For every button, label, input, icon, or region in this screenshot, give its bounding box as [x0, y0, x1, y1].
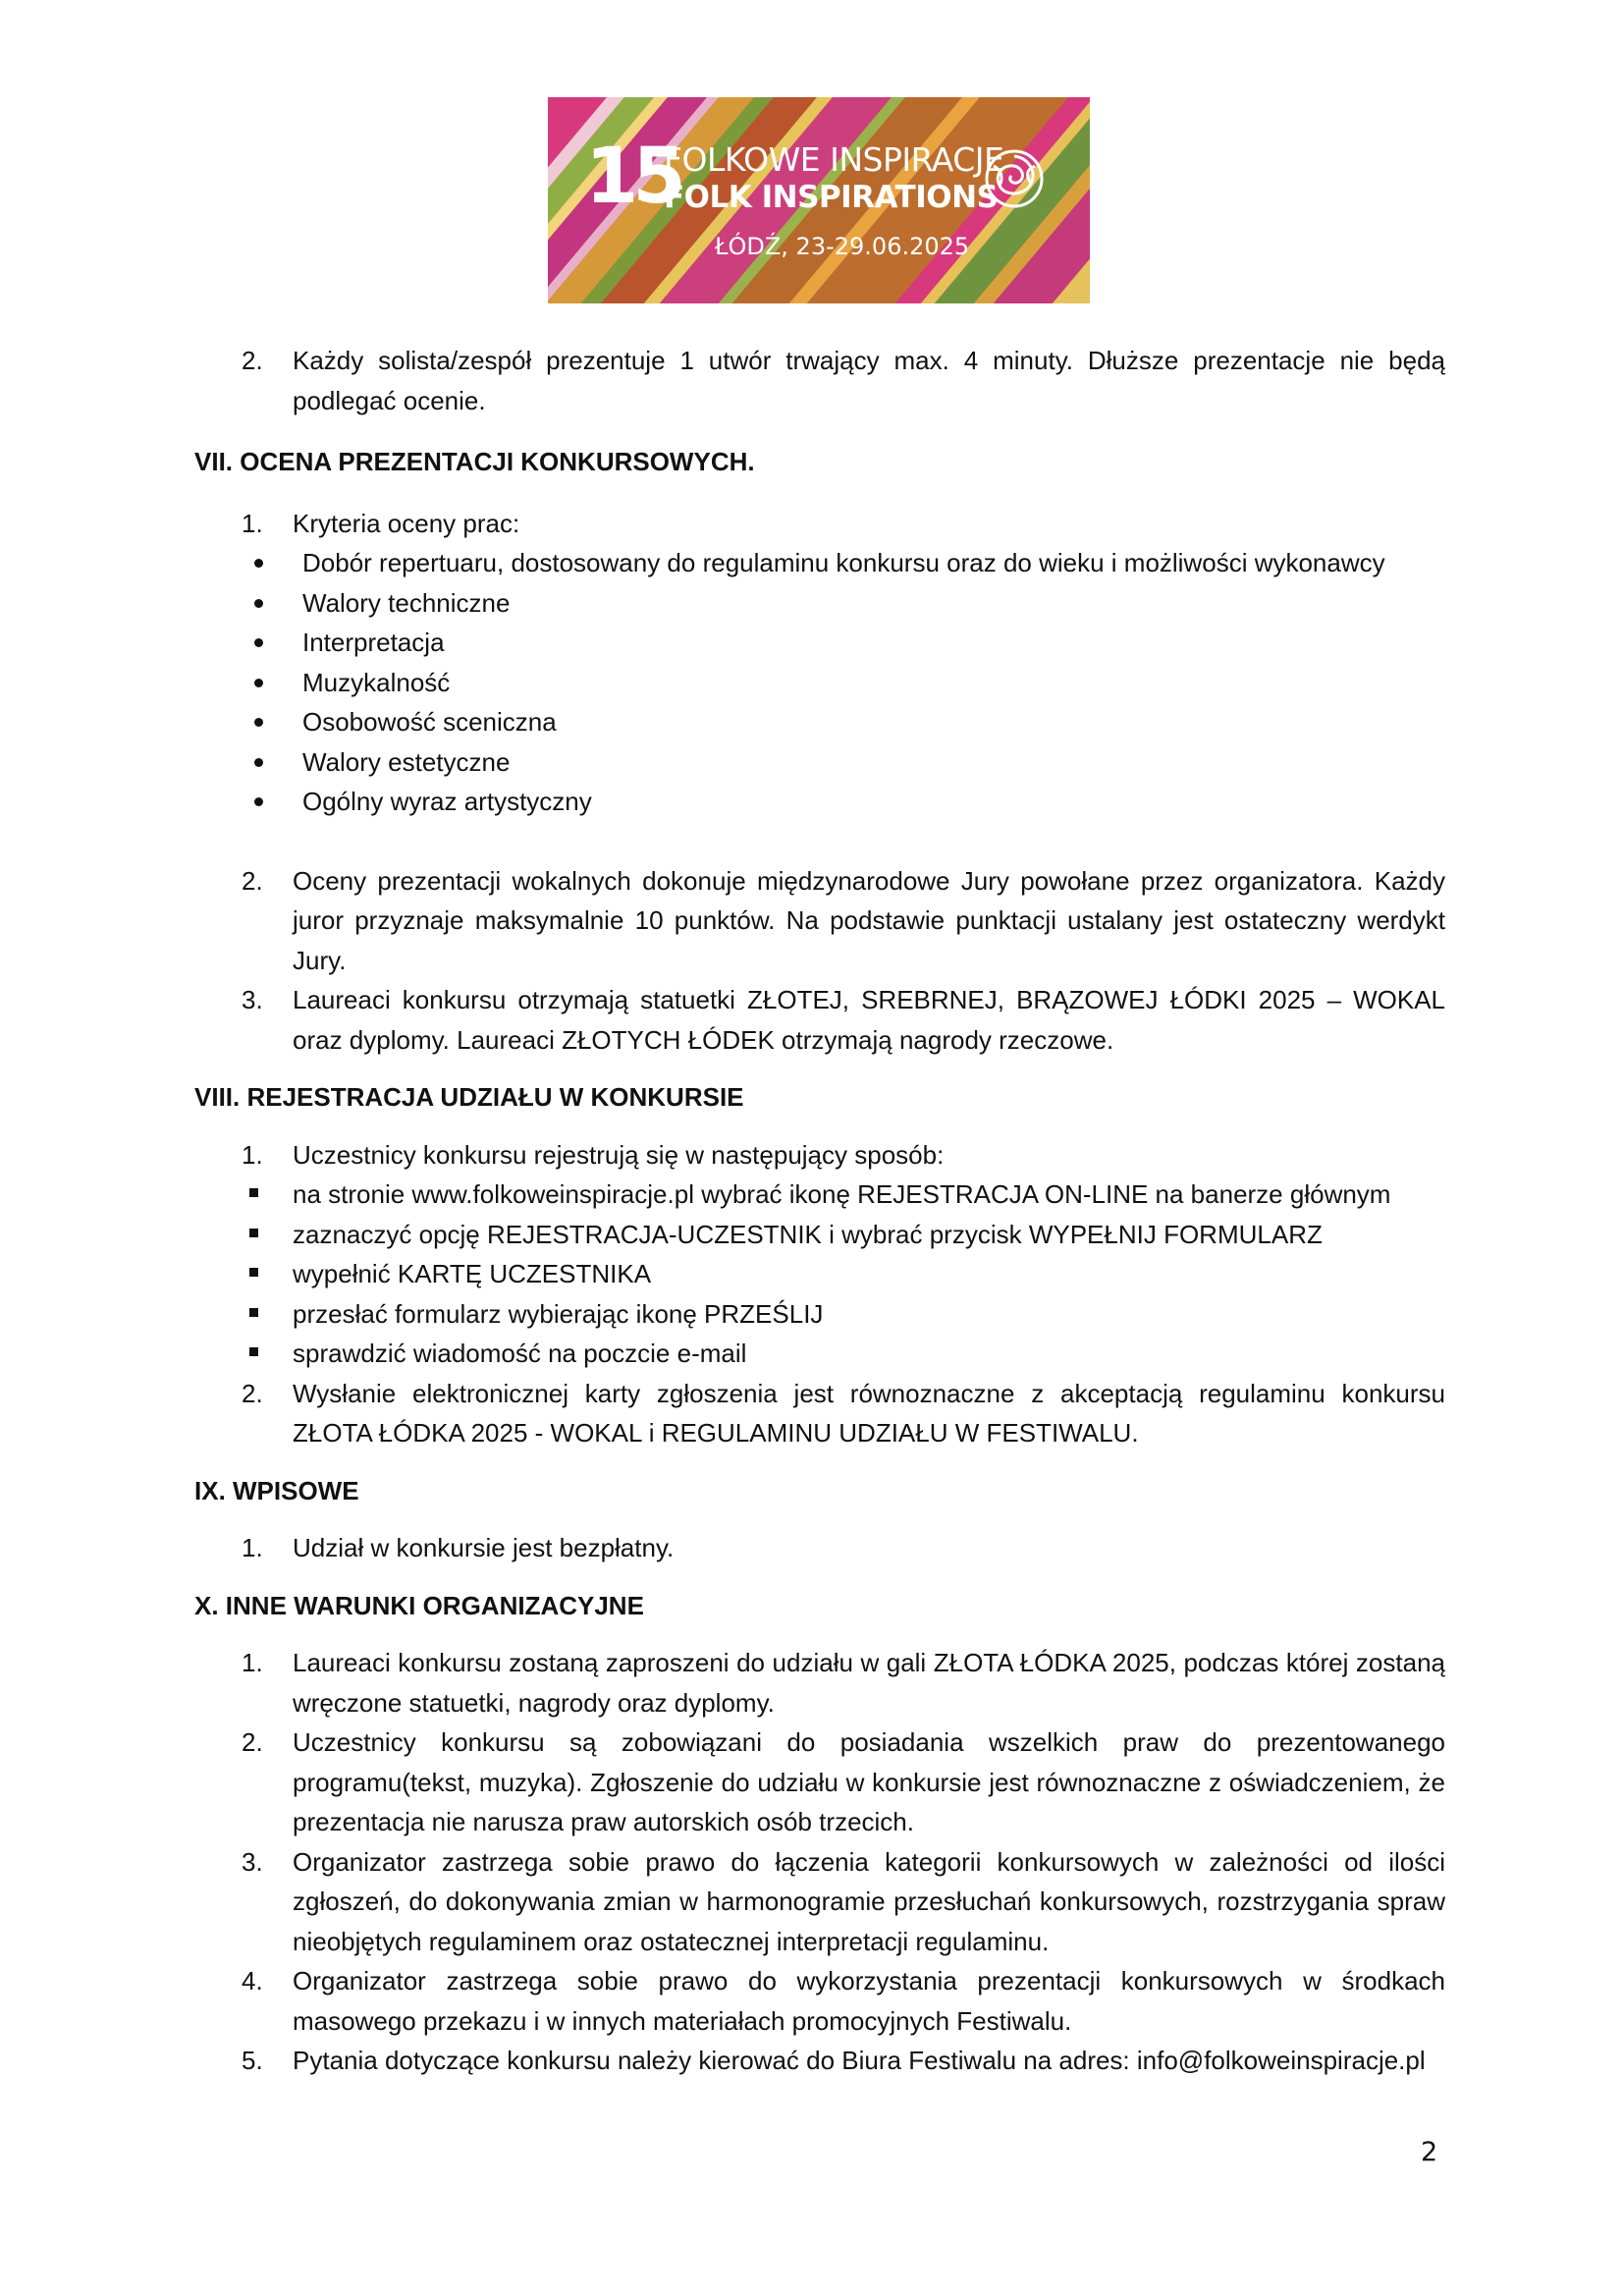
bullet-text: Walory estetyczne [302, 746, 511, 777]
square-bullet-icon [249, 1308, 258, 1317]
item-number: 5. [242, 2046, 263, 2075]
item-text: Laureaci konkursu zostaną zaproszeni do udziału w gali ZŁOTA ŁÓDKA 2025, podczas której zostaną wręczone statuetki, nagrody oraz dyplomy. [293, 1648, 1445, 1718]
list-item [194, 1722, 1445, 1842]
item-text: Pytania dotyczące konkursu należy kierować do Biura Festiwalu na adres: info@folkoweinspiracje.pl [293, 2046, 1426, 2075]
list-item [194, 861, 1445, 981]
criteria-bullet [194, 742, 1445, 783]
registration-step [194, 1215, 1445, 1255]
bullet-text: Interpretacja [302, 628, 445, 657]
banner-location-dates: ŁÓDŹ, 23-29.06.2025 [715, 233, 970, 260]
item-text: Wysłanie elektronicznej karty zgłoszenia jest równoznaczne z akceptacją regulaminu konkursu ZŁOTA ŁÓDKA 2025 - WOKAL i REGULAMINU UDZIAŁU W FESTIWALU. [293, 1378, 1445, 1448]
registration-step [194, 1294, 1445, 1335]
bullet-icon [254, 638, 263, 647]
item-text: Organizator zastrzega sobie prawo do wykorzystania prezentacji konkursowych w środkach masowego przekazu i w innych materiałach promocyjnych Festiwalu. [293, 1966, 1445, 2036]
list-item [194, 504, 1445, 544]
section-heading-x: X. INNE WARUNKI ORGANIZACYJNE [194, 1590, 644, 1620]
list-item [194, 2041, 1445, 2081]
square-bullet-icon [249, 1347, 258, 1356]
step-text: zaznaczyć opcję REJESTRACJA-UCZESTNIK i wybrać przycisk WYPEŁNIJ FORMULARZ [293, 1219, 1323, 1249]
list-item [194, 1961, 1445, 2041]
item-number: 2. [242, 865, 263, 896]
item-number: 1. [242, 1533, 263, 1562]
bullet-icon [254, 559, 263, 568]
banner-number: 15 [585, 133, 680, 221]
section-heading-vii: VII. OCENA PREZENTACJI KONKURSOWYCH. [194, 447, 755, 476]
item-text: Kryteria oceny prac: [293, 508, 520, 538]
document-body [194, 341, 1445, 2081]
bullet-text: Walory techniczne [302, 587, 511, 618]
bullet-icon [254, 599, 263, 608]
step-text: przesłać formularz wybierając ikonę PRZEŚLIJ [293, 1298, 824, 1329]
bullet-text: Ogólny wyraz artystyczny [302, 787, 592, 816]
list-item [194, 341, 1445, 420]
item-number: 1. [242, 1139, 263, 1170]
list-item [194, 1135, 1445, 1175]
section-heading-viii: VIII. REJESTRACJA UDZIAŁU W KONKURSIE [194, 1082, 744, 1112]
item-text: Uczestnicy konkursu są zobowiązani do posiadania wszelkich praw do prezentowanego programu(tekst, muzyka). Zgłoszenie do udziału w konkursie jest równoznaczne z oświadczeniem, że prezentacja nie narusza praw autorskich osób trzecich. [293, 1727, 1445, 1836]
festival-banner [548, 97, 1090, 303]
step-text: sprawdzić wiadomość na poczcie e-mail [293, 1339, 747, 1368]
criteria-bullet [194, 702, 1445, 742]
item-number: 2. [242, 346, 263, 375]
item-number: 2. [242, 1378, 263, 1408]
banner-title-pl: FOLKOWE INSPIRACJE [664, 140, 1004, 179]
criteria-bullet [194, 782, 1445, 822]
registration-step [194, 1334, 1445, 1374]
item-text: Laureaci konkursu otrzymają statuetki ZŁOTEJ, SREBRNEJ, BRĄZOWEJ ŁÓDKI 2025 – WOKAL oraz dyplomy. Laureaci ZŁOTYCH ŁÓDEK otrzymają nagrody rzeczowe. [293, 985, 1445, 1055]
item-number: 3. [242, 985, 263, 1014]
registration-step [194, 1175, 1445, 1215]
item-text: Oceny prezentacji wokalnych dokonuje międzynarodowe Jury powołane przez organizatora. Każdy juror przyznaje maksymalnie 10 punktów. Na podstawie punktacji ustalany jest ostateczny werdykt Jury. [293, 865, 1445, 975]
step-text: wypełnić KARTĘ UCZESTNIKA [293, 1259, 652, 1288]
bullet-icon [254, 679, 263, 687]
criteria-bullet [194, 623, 1445, 663]
item-text: Udział w konkursie jest bezpłatny. [293, 1533, 675, 1562]
square-bullet-icon [249, 1188, 258, 1197]
item-number: 2. [242, 1727, 263, 1757]
criteria-bullet [194, 583, 1445, 624]
page-number: 2 [1421, 2137, 1438, 2167]
item-number: 3. [242, 1846, 263, 1877]
bullet-text: Osobowość sceniczna [302, 707, 557, 737]
section-heading-ix: IX. WPISOWE [194, 1475, 359, 1505]
bullet-icon [254, 718, 263, 727]
list-item [194, 1842, 1445, 1962]
criteria-bullet [194, 663, 1445, 703]
step-text: na stronie www.folkoweinspiracje.pl wybrać ikonę REJESTRACJA ON-LINE na banerze głównym [293, 1179, 1391, 1209]
bullet-icon [254, 758, 263, 767]
list-item [194, 1528, 1445, 1568]
criteria-bullet [194, 543, 1445, 583]
square-bullet-icon [249, 1229, 258, 1237]
square-bullet-icon [249, 1268, 258, 1277]
item-text: Każdy solista/zespół prezentuje 1 utwór trwający max. 4 minuty. Dłuższe prezentacje nie będą podlegać ocenie. [293, 346, 1445, 415]
banner-title-en: FOLK INSPIRATIONS [664, 180, 999, 215]
item-number: 1. [242, 508, 263, 538]
registration-step [194, 1254, 1445, 1294]
rose-icon [980, 144, 1049, 213]
item-text: Organizator zastrzega sobie prawo do łączenia kategorii konkursowych w zależności od ilości zgłoszeń, do dokonywania zmian w harmonogramie przesłuchań konkursowych, rozstrzygania spraw nieobjętych regulaminem oraz ostatecznej interpretacji regulaminu. [293, 1846, 1445, 1956]
item-number: 4. [242, 1966, 263, 1995]
bullet-icon [254, 797, 263, 806]
bullet-text: Muzykalność [302, 667, 451, 697]
list-item [194, 1374, 1445, 1453]
list-item [194, 980, 1445, 1060]
item-text: Uczestnicy konkursu rejestrują się w następujący sposób: [293, 1139, 945, 1170]
list-item [194, 1643, 1445, 1722]
item-number: 1. [242, 1648, 263, 1677]
bullet-text: Dobór repertuaru, dostosowany do regulaminu konkursu oraz do wieku i możliwości wykonawcy [302, 548, 1385, 577]
